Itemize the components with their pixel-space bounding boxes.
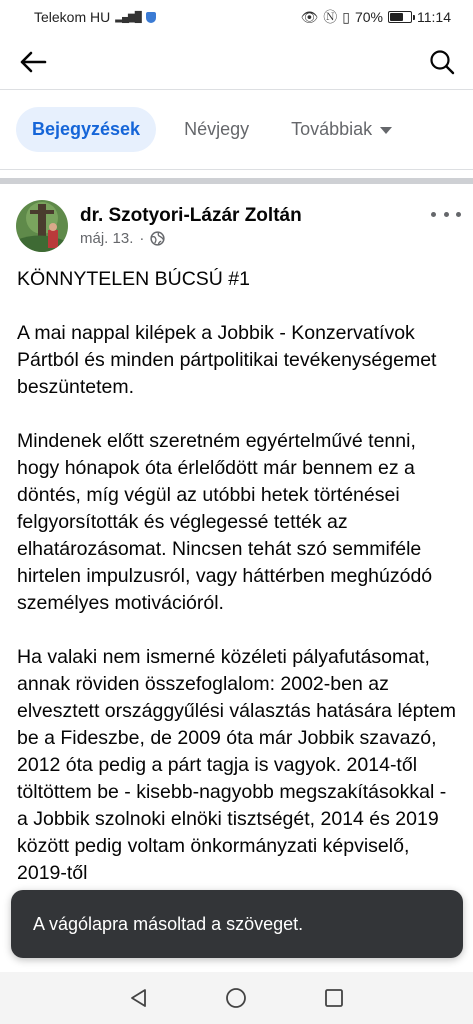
post-meta: [80, 230, 302, 247]
section-divider: [0, 178, 473, 184]
author-block: [80, 200, 302, 247]
search-button[interactable]: [425, 45, 459, 79]
signal-icon: ▂▄▆█: [115, 11, 141, 23]
post-date[interactable]: máj. 13.: [80, 230, 134, 247]
avatar[interactable]: [16, 200, 68, 252]
post-paragraph: KÖNNYTELEN BÚCSÚ #1: [17, 268, 250, 290]
meta-separator: ·: [139, 230, 145, 247]
avatar-image: [16, 200, 68, 252]
battery-fill: [390, 13, 403, 21]
post-body: [17, 266, 457, 914]
battery-icon: [388, 11, 412, 23]
battery-percent: 70%: [354, 9, 383, 25]
post-paragraph: Mindenek előtt szeretném egyértelművé tenni, hogy hónapok óta érlelődött már bennem ez a döntés, míg végül az utóbbi hetek történései felgyorsították és véglegessé tették az elhatározásomat. Nincsen tehát szó semmiféle hirtelen impulzusról, vagy háttérben meghúzódó személyes motivációról.: [17, 430, 433, 614]
back-button[interactable]: [16, 45, 50, 79]
status-left: [34, 9, 156, 25]
clock: 11:14: [417, 9, 451, 25]
status-bar: [0, 0, 473, 34]
globe-icon: [150, 231, 165, 246]
tab-label: Névjegy: [184, 119, 250, 139]
nav-recents-button[interactable]: [319, 983, 349, 1013]
toast-message: A vágólapra másoltad a szöveget.: [33, 913, 304, 934]
nav-home-button[interactable]: [221, 983, 251, 1013]
back-arrow-icon: [19, 50, 47, 74]
post-paragraph: Ha valaki nem ismerné közéleti pályafutásomat, annak röviden összefoglalom: 2002-ben az elvesztett országgyűlési választás hatására léptem be a Fideszbe, de 2009 óta már Jobbik szavazó, 2012 óta pedig a párt tagja is vagyok. 2014-től töltöttem be - kisebb-nagyobb megszakításokkal - a Jobbik szolnoki elnöki tisztségét, 2014 és 2019 között pedig voltam önkormányzati képviselő, 2019-től: [17, 646, 456, 884]
nav-back-button[interactable]: [124, 983, 154, 1013]
post-header: [16, 200, 463, 256]
eye-icon: 👁: [300, 8, 319, 25]
dot-icon: [431, 212, 436, 217]
vibrate-icon: ▯: [342, 8, 350, 25]
caret-down-icon: [380, 127, 392, 134]
dot-icon: [444, 212, 449, 217]
profile-tabs: [0, 90, 473, 170]
tab-label: Bejegyzések: [32, 119, 141, 139]
tab-posts[interactable]: [16, 107, 156, 152]
status-right: [300, 7, 451, 27]
nfc-icon: Ⓝ: [323, 9, 338, 25]
circle-home-icon: [224, 986, 248, 1010]
tab-label: Továbbiak: [291, 119, 373, 139]
tab-about[interactable]: [170, 107, 263, 152]
system-nav-bar: [0, 972, 473, 1024]
clipboard-toast: [11, 890, 463, 958]
square-recents-icon: [323, 987, 345, 1009]
shield-icon: [146, 12, 156, 23]
post-paragraph: A mai nappal kilépek a Jobbik - Konzervatívok Pártból és minden pártpolitikai tevékenységemet beszüntetem.: [17, 322, 437, 398]
app-header: [0, 34, 473, 90]
author-name[interactable]: dr. Szotyori-Lázár Zoltán: [80, 205, 302, 226]
carrier-name: Telekom HU: [34, 9, 111, 25]
more-options-button[interactable]: [431, 204, 461, 224]
dot-icon: [456, 212, 461, 217]
search-icon: [429, 49, 455, 75]
tab-more[interactable]: [277, 107, 406, 152]
triangle-back-icon: [128, 987, 150, 1009]
